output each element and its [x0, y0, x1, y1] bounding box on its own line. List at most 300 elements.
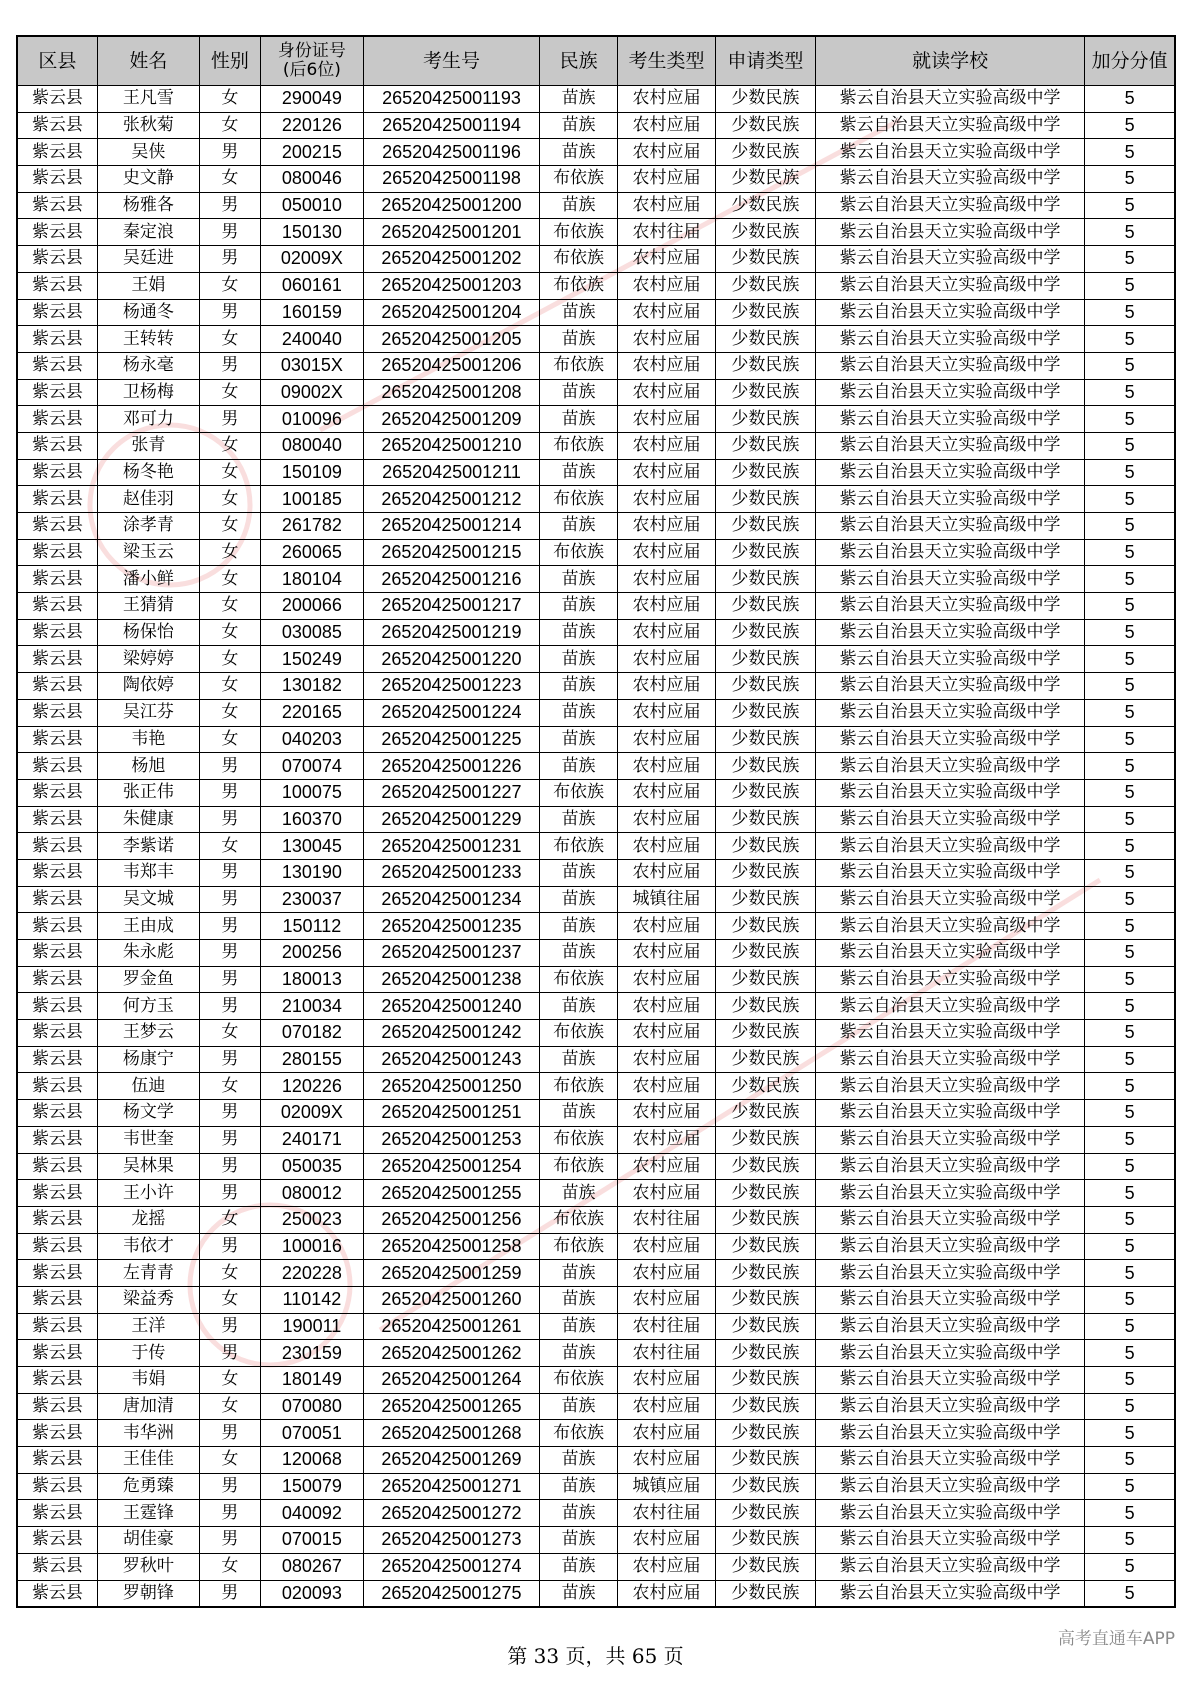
table-cell: 农村应届: [618, 513, 716, 540]
table-row: [17, 192, 1175, 219]
table-cell: 220126: [260, 112, 363, 139]
table-cell: 危勇臻: [97, 1473, 199, 1500]
table-cell: 秦定浪: [97, 219, 199, 246]
table-cell: 男: [199, 940, 260, 967]
table-cell: 180013: [260, 966, 363, 993]
table-cell: 紫云自治县天立实验高级中学: [815, 1073, 1084, 1100]
table-cell: 260065: [260, 539, 363, 566]
table-cell: 朱健康: [97, 806, 199, 833]
table-cell: 5: [1085, 1420, 1175, 1447]
table-cell: 苗族: [539, 1046, 617, 1073]
table-cell: 布依族: [539, 1153, 617, 1180]
table-row: [17, 326, 1175, 353]
table-cell: 苗族: [539, 406, 617, 433]
table-cell: 紫云自治县天立实验高级中学: [815, 246, 1084, 273]
table-row: [17, 1233, 1175, 1260]
table-cell: 紫云自治县天立实验高级中学: [815, 1473, 1084, 1500]
table-cell: 赵佳羽: [97, 486, 199, 513]
table-cell: 于传: [97, 1340, 199, 1367]
table-cell: 少数民族: [715, 1073, 815, 1100]
table-cell: 王小许: [97, 1180, 199, 1207]
table-cell: 26520425001223: [364, 673, 540, 700]
table-cell: 02009X: [260, 1100, 363, 1127]
table-cell: 紫云县: [17, 1527, 97, 1554]
table-cell: 农村应届: [618, 459, 716, 486]
table-cell: 5: [1085, 1153, 1175, 1180]
table-cell: 紫云自治县天立实验高级中学: [815, 513, 1084, 540]
table-row: [17, 406, 1175, 433]
table-cell: 040092: [260, 1500, 363, 1527]
table-cell: 农村应届: [618, 486, 716, 513]
table-cell: 紫云县: [17, 646, 97, 673]
table-cell: 26520425001235: [364, 913, 540, 940]
table-cell: 150130: [260, 219, 363, 246]
table-cell: 少数民族: [715, 1393, 815, 1420]
table-cell: 100185: [260, 486, 363, 513]
table-cell: 紫云县: [17, 833, 97, 860]
table-row: [17, 1527, 1175, 1554]
table-cell: 苗族: [539, 459, 617, 486]
table-cell: 男: [199, 913, 260, 940]
table-cell: 邓可力: [97, 406, 199, 433]
table-row: [17, 1553, 1175, 1580]
table-cell: 农村应届: [618, 326, 716, 353]
table-cell: 男: [199, 1420, 260, 1447]
table-cell: 农村应届: [618, 432, 716, 459]
table-cell: 何方玉: [97, 993, 199, 1020]
column-header: 民族: [539, 36, 617, 86]
table-cell: 紫云县: [17, 1286, 97, 1313]
table-cell: 5: [1085, 619, 1175, 646]
table-cell: 26520425001205: [364, 326, 540, 353]
table-cell: 男: [199, 886, 260, 913]
table-row: [17, 1447, 1175, 1474]
column-header: 加分分值: [1085, 36, 1175, 86]
table-cell: 150079: [260, 1473, 363, 1500]
table-cell: 男: [199, 1580, 260, 1607]
table-cell: 李紫诺: [97, 833, 199, 860]
table-cell: 紫云自治县天立实验高级中学: [815, 1180, 1084, 1207]
table-cell: 少数民族: [715, 432, 815, 459]
table-cell: 杨文学: [97, 1100, 199, 1127]
table-cell: 少数民族: [715, 566, 815, 593]
table-cell: 26520425001225: [364, 726, 540, 753]
table-cell: 26520425001226: [364, 753, 540, 780]
table-cell: 紫云县: [17, 1153, 97, 1180]
table-cell: 5: [1085, 1553, 1175, 1580]
table-cell: 少数民族: [715, 272, 815, 299]
table-cell: 26520425001194: [364, 112, 540, 139]
table-cell: 26520425001243: [364, 1046, 540, 1073]
table-cell: 26520425001202: [364, 246, 540, 273]
table-cell: 苗族: [539, 513, 617, 540]
table-cell: 少数民族: [715, 1420, 815, 1447]
table-cell: 030085: [260, 619, 363, 646]
table-cell: 5: [1085, 646, 1175, 673]
table-cell: 紫云县: [17, 192, 97, 219]
table-cell: 5: [1085, 993, 1175, 1020]
table-cell: 26520425001271: [364, 1473, 540, 1500]
table-cell: 农村应届: [618, 699, 716, 726]
table-cell: 农村应届: [618, 1126, 716, 1153]
table-cell: 紫云自治县天立实验高级中学: [815, 913, 1084, 940]
table-cell: 苗族: [539, 1447, 617, 1474]
table-cell: 5: [1085, 886, 1175, 913]
table-cell: 紫云县: [17, 1367, 97, 1394]
table-cell: 农村应届: [618, 86, 716, 113]
table-cell: 朱永彪: [97, 940, 199, 967]
table-cell: 5: [1085, 1500, 1175, 1527]
table-cell: 26520425001251: [364, 1100, 540, 1127]
table-cell: 布依族: [539, 966, 617, 993]
table-cell: 紫云自治县天立实验高级中学: [815, 1313, 1084, 1340]
table-cell: 布依族: [539, 1073, 617, 1100]
table-row: [17, 432, 1175, 459]
table-cell: 5: [1085, 1206, 1175, 1233]
table-cell: 紫云自治县天立实验高级中学: [815, 539, 1084, 566]
table-cell: 26520425001216: [364, 566, 540, 593]
table-cell: 26520425001237: [364, 940, 540, 967]
table-cell: 紫云县: [17, 406, 97, 433]
table-cell: 布依族: [539, 486, 617, 513]
table-cell: 少数民族: [715, 1100, 815, 1127]
table-cell: 紫云自治县天立实验高级中学: [815, 1553, 1084, 1580]
table-cell: 少数民族: [715, 993, 815, 1020]
table-cell: 紫云自治县天立实验高级中学: [815, 886, 1084, 913]
table-cell: 150249: [260, 646, 363, 673]
table-cell: 5: [1085, 1180, 1175, 1207]
table-cell: 农村应届: [618, 1527, 716, 1554]
table-cell: 农村应届: [618, 913, 716, 940]
table-row: [17, 779, 1175, 806]
table-cell: 男: [199, 779, 260, 806]
table-cell: 26520425001240: [364, 993, 540, 1020]
table-cell: 少数民族: [715, 219, 815, 246]
table-cell: 少数民族: [715, 699, 815, 726]
table-cell: 潘小鲜: [97, 566, 199, 593]
table-cell: 070182: [260, 1020, 363, 1047]
table-cell: 紫云自治县天立实验高级中学: [815, 940, 1084, 967]
table-cell: 女: [199, 593, 260, 620]
table-cell: 男: [199, 806, 260, 833]
table-cell: 26520425001233: [364, 859, 540, 886]
table-cell: 少数民族: [715, 1340, 815, 1367]
table-row: [17, 166, 1175, 193]
watermark-text: 高考直通车APP: [1057, 1629, 1175, 1649]
table-cell: 男: [199, 1126, 260, 1153]
table-cell: 苗族: [539, 1100, 617, 1127]
table-cell: 020093: [260, 1580, 363, 1607]
table-row: [17, 139, 1175, 166]
table-cell: 罗金鱼: [97, 966, 199, 993]
table-cell: 26520425001204: [364, 299, 540, 326]
table-cell: 农村应届: [618, 966, 716, 993]
table-cell: 男: [199, 1046, 260, 1073]
table-cell: 26520425001254: [364, 1153, 540, 1180]
table-cell: 男: [199, 1233, 260, 1260]
table-cell: 070051: [260, 1420, 363, 1447]
table-cell: 农村应届: [618, 1580, 716, 1607]
table-cell: 苗族: [539, 1393, 617, 1420]
table-cell: 女: [199, 486, 260, 513]
table-cell: 男: [199, 299, 260, 326]
table-cell: 女: [199, 673, 260, 700]
table-cell: 03015X: [260, 352, 363, 379]
table-cell: 5: [1085, 1100, 1175, 1127]
table-cell: 紫云自治县天立实验高级中学: [815, 219, 1084, 246]
table-cell: 130182: [260, 673, 363, 700]
table-cell: 涂孝青: [97, 513, 199, 540]
table-cell: 紫云自治县天立实验高级中学: [815, 566, 1084, 593]
table-cell: 少数民族: [715, 859, 815, 886]
table-row: [17, 1126, 1175, 1153]
table-cell: 220165: [260, 699, 363, 726]
table-cell: 240040: [260, 326, 363, 353]
table-cell: 26520425001212: [364, 486, 540, 513]
table-cell: 紫云县: [17, 566, 97, 593]
table-cell: 5: [1085, 673, 1175, 700]
table-row: [17, 86, 1175, 113]
table-cell: 紫云自治县天立实验高级中学: [815, 459, 1084, 486]
table-cell: 男: [199, 1180, 260, 1207]
table-cell: 少数民族: [715, 86, 815, 113]
table-cell: 5: [1085, 406, 1175, 433]
table-cell: 紫云县: [17, 1020, 97, 1047]
table-cell: 紫云县: [17, 1393, 97, 1420]
table-cell: 少数民族: [715, 352, 815, 379]
table-cell: 农村应届: [618, 726, 716, 753]
table-cell: 5: [1085, 86, 1175, 113]
table-cell: 紫云县: [17, 726, 97, 753]
table-cell: 紫云县: [17, 806, 97, 833]
table-cell: 梁益秀: [97, 1286, 199, 1313]
table-cell: 紫云自治县天立实验高级中学: [815, 406, 1084, 433]
table-cell: 少数民族: [715, 646, 815, 673]
table-cell: 少数民族: [715, 1367, 815, 1394]
table-cell: 紫云自治县天立实验高级中学: [815, 1046, 1084, 1073]
table-cell: 26520425001272: [364, 1500, 540, 1527]
table-cell: 农村应届: [618, 940, 716, 967]
table-cell: 少数民族: [715, 593, 815, 620]
table-cell: 5: [1085, 219, 1175, 246]
table-cell: 男: [199, 352, 260, 379]
table-row: [17, 940, 1175, 967]
table-row: [17, 1260, 1175, 1287]
table-cell: 农村应届: [618, 753, 716, 780]
table-row: [17, 619, 1175, 646]
table-cell: 5: [1085, 1046, 1175, 1073]
table-cell: 苗族: [539, 806, 617, 833]
table-cell: 苗族: [539, 913, 617, 940]
table-cell: 26520425001231: [364, 833, 540, 860]
table-cell: 苗族: [539, 326, 617, 353]
table-cell: 5: [1085, 1580, 1175, 1607]
table-cell: 5: [1085, 833, 1175, 860]
table-cell: 少数民族: [715, 1206, 815, 1233]
table-cell: 女: [199, 513, 260, 540]
table-cell: 紫云县: [17, 539, 97, 566]
table-row: [17, 1313, 1175, 1340]
table-cell: 紫云县: [17, 1313, 97, 1340]
table-cell: 040203: [260, 726, 363, 753]
table-cell: 紫云县: [17, 86, 97, 113]
table-cell: 5: [1085, 593, 1175, 620]
table-cell: 女: [199, 619, 260, 646]
table-cell: 女: [199, 726, 260, 753]
table-cell: 男: [199, 1500, 260, 1527]
table-cell: 26520425001198: [364, 166, 540, 193]
table-cell: 紫云自治县天立实验高级中学: [815, 1100, 1084, 1127]
table-cell: 农村应届: [618, 406, 716, 433]
table-cell: 02009X: [260, 246, 363, 273]
table-cell: 农村应届: [618, 1046, 716, 1073]
table-row: [17, 219, 1175, 246]
table-cell: 5: [1085, 166, 1175, 193]
table-cell: 女: [199, 166, 260, 193]
table-cell: 男: [199, 993, 260, 1020]
table-row: [17, 1393, 1175, 1420]
table-cell: 240171: [260, 1126, 363, 1153]
table-cell: 26520425001211: [364, 459, 540, 486]
table-cell: 苗族: [539, 1340, 617, 1367]
table-row: [17, 1340, 1175, 1367]
table-cell: 26520425001200: [364, 192, 540, 219]
table-cell: 农村往届: [618, 1340, 716, 1367]
table-row: [17, 1046, 1175, 1073]
table-cell: 250023: [260, 1206, 363, 1233]
table-cell: 26520425001220: [364, 646, 540, 673]
table-row: [17, 272, 1175, 299]
table-cell: 吴侠: [97, 139, 199, 166]
table-cell: 紫云自治县天立实验高级中学: [815, 139, 1084, 166]
table-cell: 农村往届: [618, 1313, 716, 1340]
table-cell: 农村往届: [618, 1500, 716, 1527]
table-cell: 100016: [260, 1233, 363, 1260]
table-cell: 布依族: [539, 833, 617, 860]
table-cell: 布依族: [539, 1420, 617, 1447]
table-cell: 女: [199, 566, 260, 593]
table-cell: 少数民族: [715, 486, 815, 513]
table-cell: 5: [1085, 486, 1175, 513]
table-cell: 26520425001264: [364, 1367, 540, 1394]
table-cell: 紫云县: [17, 1233, 97, 1260]
table-cell: 5: [1085, 1393, 1175, 1420]
table-cell: 杨冬艳: [97, 459, 199, 486]
table-cell: 紫云自治县天立实验高级中学: [815, 619, 1084, 646]
table-cell: 紫云自治县天立实验高级中学: [815, 699, 1084, 726]
table-cell: 农村应届: [618, 112, 716, 139]
table-cell: 210034: [260, 993, 363, 1020]
table-cell: 少数民族: [715, 833, 815, 860]
table-cell: 5: [1085, 966, 1175, 993]
table-row: [17, 379, 1175, 406]
table-cell: 苗族: [539, 726, 617, 753]
table-header-row: [17, 36, 1175, 86]
table-cell: 紫云自治县天立实验高级中学: [815, 1500, 1084, 1527]
table-cell: 男: [199, 1527, 260, 1554]
table-cell: 紫云县: [17, 753, 97, 780]
table-cell: 少数民族: [715, 940, 815, 967]
table-cell: 布依族: [539, 1126, 617, 1153]
table-cell: 紫云县: [17, 379, 97, 406]
table-cell: 苗族: [539, 299, 617, 326]
table-cell: 唐加清: [97, 1393, 199, 1420]
table-cell: 紫云县: [17, 352, 97, 379]
table-cell: 080040: [260, 432, 363, 459]
table-cell: 少数民族: [715, 326, 815, 353]
table-cell: 农村应届: [618, 1153, 716, 1180]
table-cell: 女: [199, 379, 260, 406]
table-cell: 紫云自治县天立实验高级中学: [815, 299, 1084, 326]
table-cell: 26520425001234: [364, 886, 540, 913]
table-cell: 080046: [260, 166, 363, 193]
table-cell: 5: [1085, 1233, 1175, 1260]
table-cell: 紫云自治县天立实验高级中学: [815, 1233, 1084, 1260]
table-cell: 王梦云: [97, 1020, 199, 1047]
table-cell: 5: [1085, 1367, 1175, 1394]
table-cell: 少数民族: [715, 299, 815, 326]
table-cell: 26520425001203: [364, 272, 540, 299]
table-cell: 紫云自治县天立实验高级中学: [815, 86, 1084, 113]
table-cell: 王由成: [97, 913, 199, 940]
table-cell: 农村应届: [618, 379, 716, 406]
table-cell: 160370: [260, 806, 363, 833]
table-cell: 5: [1085, 513, 1175, 540]
table-cell: 紫云自治县天立实验高级中学: [815, 593, 1084, 620]
table-cell: 5: [1085, 352, 1175, 379]
table-cell: 26520425001268: [364, 1420, 540, 1447]
table-cell: 紫云县: [17, 619, 97, 646]
table-cell: 200215: [260, 139, 363, 166]
table-cell: 苗族: [539, 859, 617, 886]
table-cell: 紫云自治县天立实验高级中学: [815, 1260, 1084, 1287]
table-cell: 苗族: [539, 593, 617, 620]
table-cell: 农村应届: [618, 1073, 716, 1100]
table-cell: 杨旭: [97, 753, 199, 780]
table-row: [17, 699, 1175, 726]
table-cell: 女: [199, 1393, 260, 1420]
table-cell: 5: [1085, 806, 1175, 833]
table-cell: 农村应届: [618, 779, 716, 806]
table-cell: 紫云自治县天立实验高级中学: [815, 1527, 1084, 1554]
table-cell: 5: [1085, 299, 1175, 326]
table-cell: 少数民族: [715, 1527, 815, 1554]
table-cell: 紫云自治县天立实验高级中学: [815, 1580, 1084, 1607]
table-cell: 紫云县: [17, 272, 97, 299]
table-cell: 少数民族: [715, 673, 815, 700]
table-cell: 5: [1085, 699, 1175, 726]
table-cell: 26520425001229: [364, 806, 540, 833]
table-body: [17, 86, 1175, 1608]
table-cell: 女: [199, 699, 260, 726]
table-cell: 男: [199, 192, 260, 219]
table-cell: 农村应届: [618, 1553, 716, 1580]
table-cell: 紫云县: [17, 1420, 97, 1447]
table-cell: 紫云自治县天立实验高级中学: [815, 379, 1084, 406]
table-cell: 紫云自治县天立实验高级中学: [815, 1420, 1084, 1447]
table-cell: 少数民族: [715, 966, 815, 993]
table-cell: 女: [199, 459, 260, 486]
table-cell: 布依族: [539, 219, 617, 246]
table-cell: 紫云县: [17, 432, 97, 459]
table-cell: 26520425001265: [364, 1393, 540, 1420]
table-cell: 26520425001242: [364, 1020, 540, 1047]
table-cell: 紫云县: [17, 859, 97, 886]
table-cell: 苗族: [539, 1500, 617, 1527]
table-cell: 少数民族: [715, 1500, 815, 1527]
table-cell: 26520425001261: [364, 1313, 540, 1340]
table-cell: 少数民族: [715, 806, 815, 833]
